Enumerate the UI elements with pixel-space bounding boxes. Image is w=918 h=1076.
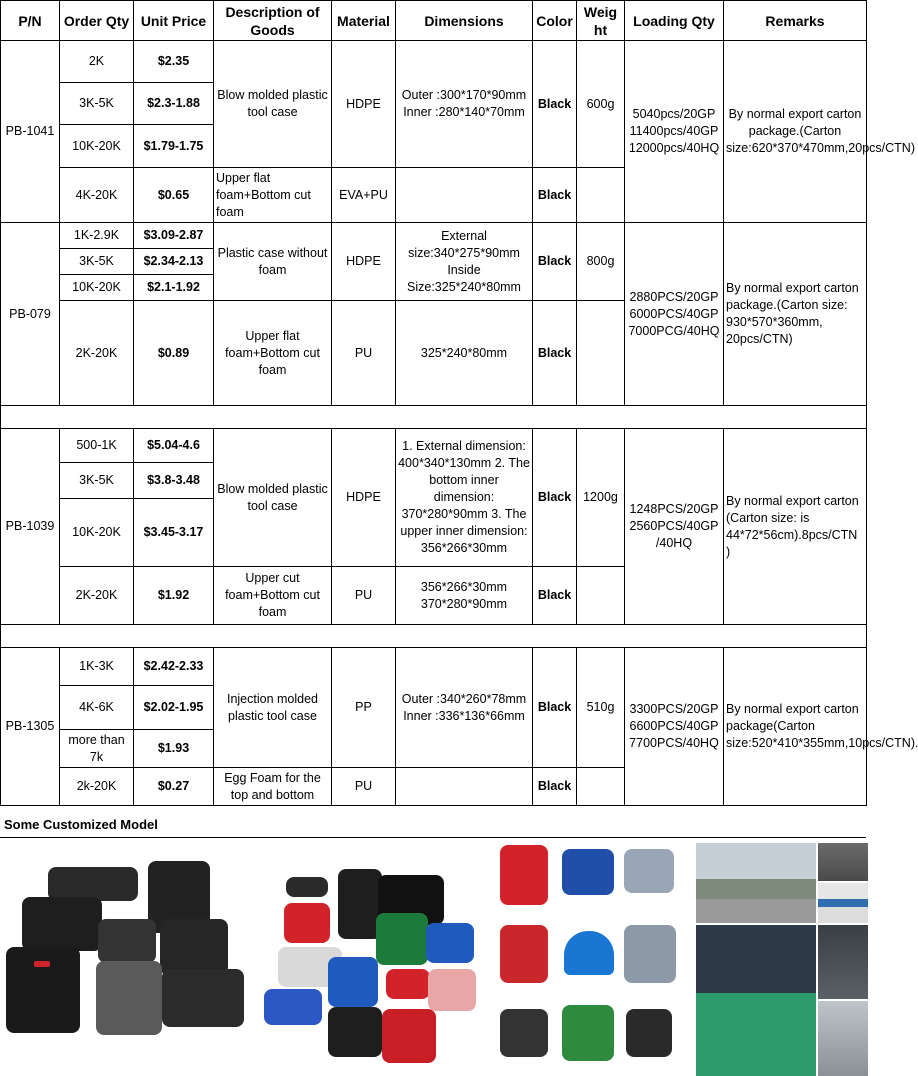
weight-cell [577, 567, 625, 625]
case-image [48, 867, 138, 901]
dimensions-cell: Outer :340*260*78mm Inner :336*136*66mm [396, 648, 533, 768]
weight-cell: 800g [577, 223, 625, 301]
description-cell: Blow molded plastic tool case [214, 41, 332, 168]
case-image [328, 957, 378, 1007]
case-image [6, 947, 80, 1033]
unit-price-cell: $3.8-3.48 [134, 463, 214, 499]
header-weight: Weig ht [577, 1, 625, 41]
case-image [98, 919, 156, 963]
header-remarks: Remarks [724, 1, 867, 41]
loading-qty-cell: 5040pcs/20GP 11400pcs/40GP 12000pcs/40HQ [625, 41, 724, 223]
order-qty-cell: 4K-6K [60, 686, 134, 730]
pn-cell: PB-1041 [1, 41, 60, 223]
case-image [564, 931, 614, 975]
remarks-cell: By normal export carton package(Carton size:520*410*355mm,10pcs/CTN). [724, 648, 867, 806]
color-cell: Black [533, 168, 577, 223]
case-image [160, 919, 228, 975]
case-image [386, 969, 430, 999]
remarks-cell: By normal export carton (Carton size: is 44*72*56cm).8pcs/CTN ) [724, 429, 867, 625]
material-cell: HDPE [332, 429, 396, 567]
material-cell: PU [332, 768, 396, 806]
dimensions-cell: 325*240*80mm [396, 301, 533, 406]
description-cell: Upper flat foam+Bottom cut foam [214, 301, 332, 406]
latch-image [34, 961, 50, 967]
header-loading-qty: Loading Qty [625, 1, 724, 41]
case-image [500, 925, 548, 983]
header-material: Material [332, 1, 396, 41]
material-cell: PP [332, 648, 396, 768]
header-color: Color [533, 1, 577, 41]
order-qty-cell: 10K-20K [60, 275, 134, 301]
color-cell: Black [533, 41, 577, 168]
dimensions-cell: External size:340*275*90mm Inside Size:325*240*80mm [396, 223, 533, 301]
unit-price-cell: $5.04-4.6 [134, 429, 214, 463]
order-qty-cell: 1K-2.9K [60, 223, 134, 249]
loading-qty-cell: 3300PCS/20GP 6600PCS/40GP 7700PCS/40HQ [625, 648, 724, 806]
header-pn: P/N [1, 1, 60, 41]
unit-price-cell: $2.42-2.33 [134, 648, 214, 686]
unit-price-cell: $0.65 [134, 168, 214, 223]
unit-price-cell: $1.93 [134, 730, 214, 768]
material-cell: EVA+PU [332, 168, 396, 223]
case-image [376, 913, 428, 965]
case-image [428, 969, 476, 1011]
header-dimensions: Dimensions [396, 1, 533, 41]
remarks-cell: By normal export carton package.(Carton size: 930*570*360mm, 20pcs/CTN) [724, 223, 867, 406]
order-qty-cell: 2k-20K [60, 768, 134, 806]
dimensions-cell [396, 768, 533, 806]
material-cell: PU [332, 567, 396, 625]
loading-qty-cell: 1248PCS/20GP 2560PCS/40GP /40HQ [625, 429, 724, 625]
color-cell: Black [533, 768, 577, 806]
material-cell: HDPE [332, 223, 396, 301]
case-image [562, 849, 614, 895]
colored-cases-photo [258, 839, 494, 1076]
dimensions-cell: 1. External dimension: 400*340*130mm 2. The bottom inner dimension: 370*280*90mm 3. The upper inner dimension: 356*266*30mm [396, 429, 533, 567]
unit-price-cell: $2.02-1.95 [134, 686, 214, 730]
table-row [1, 41, 867, 83]
order-qty-cell: 10K-20K [60, 499, 134, 567]
description-cell: Upper flat foam+Bottom cut foam [214, 168, 332, 223]
factory-photos [696, 843, 868, 1076]
description-cell: Injection molded plastic tool case [214, 648, 332, 768]
factory-machine-image [818, 925, 868, 999]
header-description: Description of Goods [214, 1, 332, 41]
spacer-row [1, 406, 867, 429]
black-cases-photo [0, 839, 255, 1076]
factory-exterior-image [696, 843, 816, 923]
spacer-row [1, 625, 867, 648]
order-qty-cell: 2K-20K [60, 567, 134, 625]
factory-floor-image [696, 925, 816, 1076]
customized-photos [0, 839, 868, 1076]
color-cell: Black [533, 648, 577, 768]
dimensions-cell: 356*266*30mm 370*280*90mm [396, 567, 533, 625]
material-cell: PU [332, 301, 396, 406]
description-cell: Egg Foam for the top and bottom [214, 768, 332, 806]
customized-model-title: Some Customized Model [0, 812, 866, 838]
header-order-qty: Order Qty [60, 1, 134, 41]
case-image [500, 845, 548, 905]
color-cell: Black [533, 223, 577, 301]
weight-cell [577, 168, 625, 223]
order-qty-cell: 2K [60, 41, 134, 83]
unit-price-cell: $3.09-2.87 [134, 223, 214, 249]
case-image [624, 925, 676, 983]
case-image [264, 989, 322, 1025]
material-cell: HDPE [332, 41, 396, 168]
case-image [624, 849, 674, 893]
unit-price-cell: $1.79-1.75 [134, 125, 214, 168]
weight-cell [577, 301, 625, 406]
description-cell: Upper cut foam+Bottom cut foam [214, 567, 332, 625]
order-qty-cell: 500-1K [60, 429, 134, 463]
table-row [1, 223, 867, 249]
header-row [1, 1, 867, 41]
factory-office-image [818, 883, 868, 923]
order-qty-cell: more than 7k [60, 730, 134, 768]
unit-price-cell: $0.27 [134, 768, 214, 806]
pn-cell: PB-1305 [1, 648, 60, 806]
case-image [562, 1005, 614, 1061]
table-row [1, 429, 867, 463]
case-image [284, 903, 330, 943]
order-qty-cell: 10K-20K [60, 125, 134, 168]
description-cell: Plastic case without foam [214, 223, 332, 301]
case-image [328, 1007, 382, 1057]
order-qty-cell: 4K-20K [60, 168, 134, 223]
order-qty-cell: 2K-20K [60, 301, 134, 406]
case-grid-photo [496, 839, 694, 1076]
pn-cell: PB-079 [1, 223, 60, 406]
order-qty-cell: 3K-5K [60, 463, 134, 499]
case-image [500, 1009, 548, 1057]
description-cell: Blow molded plastic tool case [214, 429, 332, 567]
order-qty-cell: 3K-5K [60, 249, 134, 275]
unit-price-cell: $2.35 [134, 41, 214, 83]
factory-office-image [818, 843, 868, 881]
color-cell: Black [533, 429, 577, 567]
weight-cell [577, 768, 625, 806]
case-image [626, 1009, 672, 1057]
color-cell: Black [533, 567, 577, 625]
unit-price-cell: $3.45-3.17 [134, 499, 214, 567]
dimensions-cell [396, 168, 533, 223]
case-image [22, 897, 102, 951]
table-row [1, 648, 867, 686]
case-image [382, 1009, 436, 1063]
weight-cell: 600g [577, 41, 625, 168]
unit-price-cell: $0.89 [134, 301, 214, 406]
loading-qty-cell: 2880PCS/20GP 6000PCS/40GP 7000PCG/40HQ [625, 223, 724, 406]
dimensions-cell: Outer :300*170*90mm Inner :280*140*70mm [396, 41, 533, 168]
remarks-cell: By normal export carton package.(Carton size:620*370*470mm,20pcs/CTN) [724, 41, 867, 223]
case-image [426, 923, 474, 963]
case-image [162, 969, 244, 1027]
factory-warehouse-image [818, 1001, 868, 1076]
weight-cell: 510g [577, 648, 625, 768]
unit-price-cell: $2.3-1.88 [134, 83, 214, 125]
case-image [286, 877, 328, 897]
header-unit-price: Unit Price [134, 1, 214, 41]
unit-price-cell: $2.1-1.92 [134, 275, 214, 301]
pn-cell: PB-1039 [1, 429, 60, 625]
color-cell: Black [533, 301, 577, 406]
order-qty-cell: 3K-5K [60, 83, 134, 125]
case-image [96, 961, 162, 1035]
weight-cell: 1200g [577, 429, 625, 567]
order-qty-cell: 1K-3K [60, 648, 134, 686]
unit-price-cell: $1.92 [134, 567, 214, 625]
unit-price-cell: $2.34-2.13 [134, 249, 214, 275]
